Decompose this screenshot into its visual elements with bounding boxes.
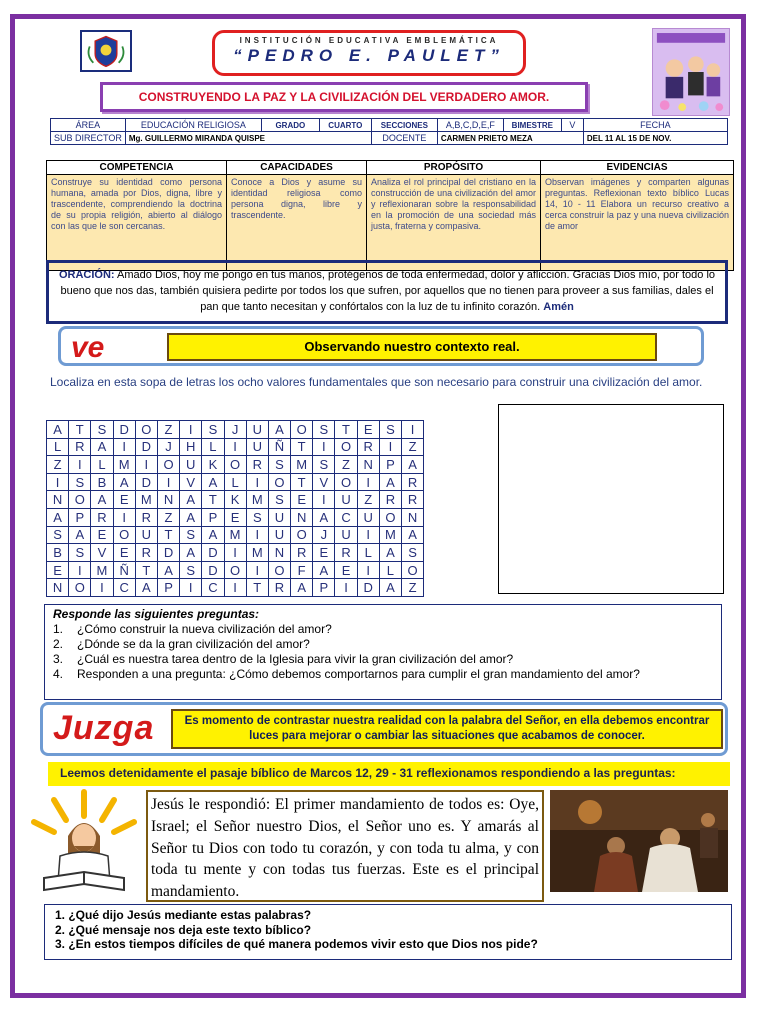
questions-heading: Responde las siguientes preguntas: [53,607,260,621]
word-search-cell[interactable]: P [313,579,335,597]
word-search-cell[interactable]: A [91,491,113,509]
word-search-cell[interactable]: I [402,421,424,439]
word-search-cell[interactable]: A [69,526,91,544]
word-search-cell[interactable]: S [268,491,290,509]
word-search-cell[interactable]: D [135,473,157,491]
question-item [53,667,713,682]
word-search-cell[interactable]: O [268,473,290,491]
word-search-cell[interactable]: I [379,438,401,456]
info-table [50,118,728,145]
word-search-cell[interactable]: M [379,526,401,544]
word-search-cell[interactable]: S [202,421,224,439]
word-search-cell[interactable]: S [313,421,335,439]
word-search-cell[interactable]: I [357,561,379,579]
word-search-cell[interactable]: T [335,421,357,439]
word-search-cell[interactable]: A [47,421,69,439]
capacidades-cell: Conoce a Dios y asume su identidad religiosa como persona digna, libre y trascendente. [227,175,367,271]
word-search-cell[interactable]: I [113,508,135,526]
word-search-cell[interactable]: B [47,544,69,562]
word-search-cell[interactable]: J [157,438,179,456]
civilization-poster-image [652,28,730,116]
word-search-cell[interactable]: R [291,544,313,562]
school-name: “PEDRO E. PAULET” [233,46,505,65]
word-search-cell[interactable]: I [246,473,268,491]
word-search-cell[interactable]: O [157,456,179,474]
word-search-cell[interactable]: M [246,544,268,562]
word-search-cell[interactable]: E [357,421,379,439]
docente-label: DOCENTE [371,132,437,145]
word-search-cell[interactable]: L [357,544,379,562]
word-search-cell[interactable]: I [157,473,179,491]
word-search-cell[interactable]: E [91,526,113,544]
word-search-cell[interactable]: A [47,508,69,526]
question-text: Responden a una pregunta: ¿Cómo debemos comportarnos para cumplir el gran mandamiento del amor? [77,667,640,681]
question-item [53,652,713,667]
word-search-cell[interactable]: A [291,579,313,597]
bimestre-value: V [561,119,583,132]
word-search-cell[interactable]: R [268,579,290,597]
subdirector-value: Mg. GUILLERMO MIRANDA QUISPE [125,132,371,145]
word-search-cell[interactable]: L [47,438,69,456]
word-search-cell[interactable]: S [47,526,69,544]
word-search-cell[interactable]: L [91,456,113,474]
word-search-cell[interactable]: O [224,561,246,579]
word-search-cell[interactable]: A [379,473,401,491]
observando-tag: Observando nuestro contexto real. [167,333,657,361]
word-search-cell[interactable]: V [313,473,335,491]
school-logo [80,30,132,72]
word-search-row [47,456,424,474]
proposito-header: PROPÓSITO [367,161,541,175]
bimestre-label: BIMESTRE [503,119,561,132]
word-search-cell[interactable]: R [246,456,268,474]
evidencias-cell: Observan imágenes y comparten algunas preguntas. Reflexionan texto bíblico Lucas 14, 10 - 11 Elabora un recurso creativo a cerca construir la paz y una nueva civilización de amor [541,175,734,271]
word-search-cell[interactable]: M [113,456,135,474]
word-search-cell[interactable]: K [202,456,224,474]
word-search-cell[interactable]: U [135,526,157,544]
word-search-cell[interactable]: S [246,508,268,526]
word-search-cell[interactable]: C [113,579,135,597]
word-search-cell[interactable]: Z [157,508,179,526]
word-search-cell[interactable]: E [113,491,135,509]
word-search-cell[interactable]: E [335,561,357,579]
word-search-cell[interactable]: A [268,421,290,439]
word-search-cell[interactable]: A [402,526,424,544]
word-search-cell[interactable]: I [113,438,135,456]
word-search-cell[interactable]: S [268,456,290,474]
area-label: ÁREA [51,119,126,132]
subdirector-label: SUB DIRECTOR [51,132,126,145]
area-value: EDUCACIÓN RELIGIOSA [125,119,261,132]
prayer-label: ORACIÓN: [58,269,115,281]
question-item [53,637,713,652]
evidencias-header: EVIDENCIAS [541,161,734,175]
word-search-cell[interactable]: I [224,579,246,597]
fecha-value: DEL 11 AL 15 DE NOV. [583,132,727,145]
question-number: 1. [53,622,64,636]
answer-box[interactable] [498,404,724,594]
juzga-heading: Juzga [53,709,155,747]
question-number: 3. [53,652,64,666]
word-search-cell[interactable]: D [202,544,224,562]
word-search-cell[interactable]: M [91,561,113,579]
word-search-cell[interactable]: A [202,473,224,491]
word-search-cell[interactable]: U [268,526,290,544]
grado-value: CUARTO [319,119,371,132]
word-search-cell[interactable]: E [47,561,69,579]
word-search-cell[interactable]: T [291,473,313,491]
word-search-cell[interactable]: T [69,421,91,439]
word-search-cell[interactable]: K [224,491,246,509]
word-search-cell[interactable]: Ñ [268,438,290,456]
word-search-cell[interactable]: Z [47,456,69,474]
word-search-cell[interactable]: Z [402,579,424,597]
word-search-cell[interactable]: U [180,456,202,474]
word-search-cell[interactable]: N [268,544,290,562]
word-search-cell[interactable]: O [335,473,357,491]
question-number: 4. [53,667,64,681]
word-search-cell[interactable]: I [69,561,91,579]
word-search-row [47,561,424,579]
word-search-cell[interactable]: S [91,421,113,439]
ve-heading: ve [71,331,105,364]
word-search-cell[interactable]: D [157,544,179,562]
prayer-box [46,260,728,324]
word-search-cell[interactable]: O [402,561,424,579]
competencia-header: COMPETENCIA [47,161,227,175]
word-search-cell[interactable]: I [135,456,157,474]
word-search-cell[interactable]: V [91,544,113,562]
word-search-cell[interactable]: U [268,508,290,526]
word-search-cell[interactable]: Z [335,456,357,474]
word-search-cell[interactable]: R [357,438,379,456]
word-search-cell[interactable]: R [69,438,91,456]
word-search-cell[interactable]: I [246,561,268,579]
word-search-cell[interactable]: A [113,473,135,491]
fecha-label: FECHA [583,119,727,132]
word-search-cell[interactable]: S [69,473,91,491]
word-search-cell[interactable]: A [379,544,401,562]
lesson-title-text: CONSTRUYENDO LA PAZ Y LA CIVILIZACIÓN DEL VERDADERO AMOR. [138,90,550,104]
question-text: ¿Cómo construir la nueva civilización del amor? [77,622,332,636]
word-search-row [47,579,424,597]
word-search-cell[interactable]: U [246,421,268,439]
word-search-cell[interactable]: Z [157,421,179,439]
word-search-row [47,508,424,526]
word-search-cell[interactable]: A [180,508,202,526]
word-search-cell[interactable]: I [180,421,202,439]
word-search-cell[interactable]: Z [357,491,379,509]
word-search-cell[interactable]: U [357,508,379,526]
word-search-cell[interactable]: A [157,561,179,579]
bible-verse: Jesús le respondió: El primer mandamiento de todos es: Oye, Israel; el Señor nuestro Dios, el Señor uno es. Y amarás al Señor tu Dios con todo tu corazón, y con toda tu alma, y con toda tu mente y con todas tus fuerzas. Este es el principal mandamiento. [146,790,544,902]
capacidades-header: CAPACIDADES [227,161,367,175]
word-search-cell[interactable]: D [113,421,135,439]
word-search-cell[interactable]: C [335,508,357,526]
word-search-cell[interactable]: D [202,561,224,579]
word-search-cell[interactable]: I [180,579,202,597]
word-search-cell[interactable]: O [335,438,357,456]
final-question-item: 1. ¿Qué dijo Jesús mediante estas palabras? [55,908,312,922]
word-search-cell[interactable]: N [157,491,179,509]
word-search-cell[interactable]: O [135,421,157,439]
word-search-cell[interactable]: L [202,438,224,456]
word-search-cell[interactable]: R [402,491,424,509]
word-search-cell[interactable]: N [357,456,379,474]
question-text: ¿Cuál es nuestra tarea dentro de la Iglesia para vivir la gran civilización del amor? [77,652,514,666]
word-search-row [47,526,424,544]
final-questions [44,904,732,960]
word-search-cell[interactable]: I [313,438,335,456]
word-search-cell[interactable]: R [379,491,401,509]
secciones-label: SECCIONES [371,119,437,132]
responde-questions [44,604,722,700]
word-search-cell[interactable]: O [224,456,246,474]
word-search-cell[interactable]: Z [402,438,424,456]
prayer-text: Amado Dios, hoy me pongo en tus manos, protégenos de toda enfermedad, dolor y aflicción. Gracias Dios mío, por todo lo bueno que nos das, también quisiera pedirte por todos los que sufren, por aquellos que no tienen para proveer a sus familias, dales el pan que tanto necesitan y confórtalos con la luz de tu infinito corazón. [60,269,716,313]
word-search-cell[interactable]: A [313,561,335,579]
juzga-tag: Es momento de contrastar nuestra realidad con la palabra del Señor, en ella debemos encontrar luces para mejorar o cambiar las situaciones que acabamos de conocer. [171,709,723,749]
word-search-cell[interactable]: I [313,491,335,509]
word-search-cell[interactable]: O [268,561,290,579]
word-search-cell[interactable]: M [135,491,157,509]
word-search-cell[interactable]: M [224,526,246,544]
word-search-cell[interactable]: E [224,508,246,526]
word-search-cell[interactable]: S [379,421,401,439]
word-search-cell[interactable]: O [379,508,401,526]
word-search-cell[interactable]: O [69,579,91,597]
docente-value: CARMEN PRIETO MEZA [437,132,583,145]
word-search-cell[interactable]: O [291,526,313,544]
word-search-cell[interactable]: N [291,508,313,526]
word-search-cell[interactable]: P [202,508,224,526]
word-search-row [47,421,424,439]
word-search-cell[interactable]: L [379,561,401,579]
word-search-cell[interactable]: I [224,438,246,456]
word-search-instruction: Localiza en esta sopa de letras los ocho valores fundamentales que son necesario para construir una civilización del amor. [50,375,703,389]
competencias-table [46,160,734,271]
leemos-instruction: Leemos detenidamente el pasaje bíblico de Marcos 12, 29 - 31 reflexionamos respondiendo a las preguntas: [48,762,730,786]
word-search-cell[interactable]: A [379,579,401,597]
word-search-row [47,473,424,491]
word-search-cell[interactable]: I [224,544,246,562]
word-search-cell[interactable]: A [135,579,157,597]
jesus-scene-photo [550,790,728,892]
word-search-cell[interactable]: S [180,561,202,579]
word-search-cell[interactable]: S [69,544,91,562]
word-search-row [47,544,424,562]
institution-label: INSTITUCIÓN EDUCATIVA EMBLEMÁTICA [239,36,499,45]
word-search-cell[interactable]: A [402,456,424,474]
word-search-cell[interactable]: R [135,508,157,526]
word-search-cell[interactable]: P [69,508,91,526]
word-search-cell[interactable]: T [135,561,157,579]
word-search-row [47,491,424,509]
word-search-cell[interactable]: A [180,544,202,562]
word-search-cell[interactable]: Ñ [113,561,135,579]
word-search-cell[interactable]: U [335,491,357,509]
word-search-cell[interactable]: P [157,579,179,597]
word-search-grid[interactable] [46,420,424,597]
question-item [53,622,713,637]
word-search-cell[interactable]: M [246,491,268,509]
word-search-cell[interactable]: R [135,544,157,562]
juzga-banner [40,702,728,756]
word-search-cell[interactable]: A [91,438,113,456]
proposito-cell: Analiza el rol principal del cristiano en la construcción de una civilización del amor y reflexionaran sobre la responsabilidad en la promoción de una sociedad más justa, fraterna y compasiva. [367,175,541,271]
word-search-cell[interactable]: V [180,473,202,491]
word-search-cell[interactable]: E [113,544,135,562]
word-search-cell[interactable]: I [357,473,379,491]
word-search-cell[interactable]: A [313,508,335,526]
word-search-cell[interactable]: U [246,438,268,456]
word-search-cell[interactable]: T [246,579,268,597]
word-search-cell[interactable]: J [224,421,246,439]
word-search-row [47,438,424,456]
word-search-cell[interactable]: R [402,473,424,491]
word-search-cell[interactable]: I [357,526,379,544]
final-question-item: 3. ¿En estos tiempos difíciles de qué manera podemos vivir esto que Dios nos pide? [55,937,538,951]
word-search-cell[interactable]: R [91,508,113,526]
word-search-cell[interactable]: A [180,491,202,509]
competencia-cell: Construye su identidad como persona humana, amada por Dios, digna, libre y trascendente, comprendiendo la doctrina de su propia religión, abierto al diálogo con las que le son cercanas. [47,175,227,271]
word-search-cell[interactable]: T [202,491,224,509]
word-search-cell[interactable]: N [47,491,69,509]
word-search-cell[interactable]: I [246,526,268,544]
word-search-cell[interactable]: C [202,579,224,597]
word-search-cell[interactable]: E [291,491,313,509]
word-search-cell[interactable]: D [357,579,379,597]
question-number: 2. [53,637,64,651]
word-search-cell[interactable]: S [313,456,335,474]
word-search-cell[interactable]: A [202,526,224,544]
word-search-cell[interactable]: S [402,544,424,562]
word-search-cell[interactable]: I [335,579,357,597]
word-search-cell[interactable]: J [313,526,335,544]
word-search-cell[interactable]: H [180,438,202,456]
word-search-cell[interactable]: O [113,526,135,544]
word-search-cell[interactable]: F [291,561,313,579]
word-search-cell[interactable]: M [291,456,313,474]
word-search-cell[interactable]: I [91,579,113,597]
word-search-cell[interactable]: I [47,473,69,491]
word-search-cell[interactable]: T [157,526,179,544]
word-search-cell[interactable]: D [135,438,157,456]
word-search-cell[interactable]: S [180,526,202,544]
grado-label: GRADO [261,119,319,132]
word-search-cell[interactable]: I [69,456,91,474]
word-search-cell[interactable]: L [224,473,246,491]
word-search-cell[interactable]: N [402,508,424,526]
word-search-cell[interactable]: B [91,473,113,491]
word-search-cell[interactable]: O [291,421,313,439]
word-search-cell[interactable]: N [47,579,69,597]
school-header [212,30,526,76]
secciones-value: A,B,C,D,E,F [437,119,503,132]
word-search-cell[interactable]: T [291,438,313,456]
jesus-bible-icon [24,786,144,896]
word-search-cell[interactable]: E [313,544,335,562]
word-search-cell[interactable]: R [335,544,357,562]
word-search-cell[interactable]: P [379,456,401,474]
prayer-amen: Amén [543,301,574,313]
final-question-item: 2. ¿Qué mensaje nos deja este texto bíblico? [55,922,312,937]
word-search-cell[interactable]: U [335,526,357,544]
word-search-cell[interactable]: O [69,491,91,509]
lesson-title [100,82,588,112]
ve-banner [58,326,704,366]
question-text: ¿Dónde se da la gran civilización del amor? [77,637,310,651]
